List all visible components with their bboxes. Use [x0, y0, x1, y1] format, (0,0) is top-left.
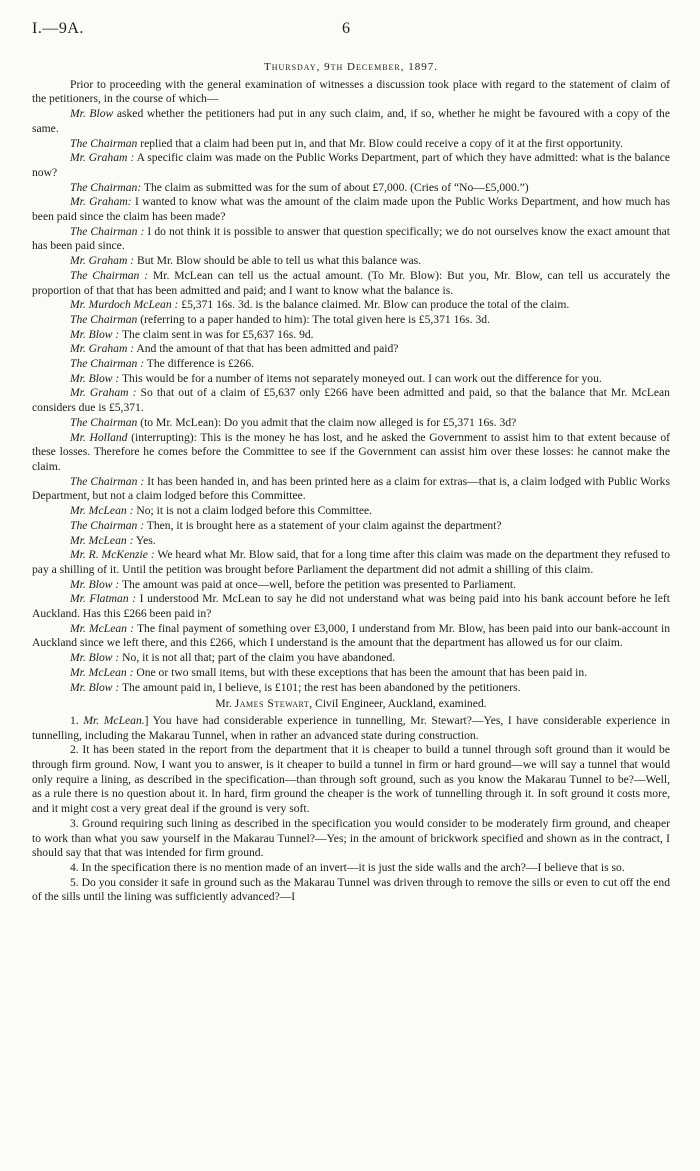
- discussion-paragraph: [32, 357, 670, 372]
- speaker-name: Mr. Blow :: [70, 327, 120, 341]
- speaker-name: The Chairman: [70, 312, 138, 326]
- discussion-paragraph: [32, 386, 670, 415]
- speaker-name: Mr. Graham :: [70, 254, 135, 268]
- speaker-name: Mr. Blow :: [70, 680, 120, 694]
- speaker-name: Mr. McLean :: [70, 665, 134, 679]
- speaker-name: Mr. Holland: [70, 430, 128, 444]
- question-answer: [32, 861, 670, 876]
- speaker-name: Mr. McLean :: [70, 504, 134, 518]
- discussion-paragraph: [32, 269, 670, 298]
- speaker-name: Mr. McLean :: [70, 621, 134, 635]
- question-answer: [32, 714, 670, 743]
- speaker-name: The Chairman :: [70, 224, 145, 238]
- speaker-name: Mr. Graham:: [70, 195, 132, 209]
- question-text: 2. It has been stated in the report from the department that it is cheaper to build a tunnel through soft ground than it would be through firm ground. Now, I want you to answer, is it cheaper to build a tunnel in firm or hard ground—we will say a tunnel that would only require a lining, as described in the specification—than through soft ground, such as you know the Makarau Tunnel to be?—Well, as a rule there is no question about it. In hard, firm ground the cheaper is the work of tunnelling through it. In soft ground it costs more, and it might cost a very great deal if the ground is very soft.: [32, 743, 670, 816]
- discussion-paragraph: [32, 372, 670, 387]
- discussion-paragraph: [32, 137, 670, 152]
- paragraph-text: asked whether the petitioners had put in any such claim, and, if so, whether he might be favoured with a copy of the same.: [32, 107, 670, 135]
- discussion-paragraph: [32, 416, 670, 431]
- discussion-paragraph: [32, 225, 670, 254]
- speaker-name: The Chairman: [70, 136, 138, 150]
- witness-prefix: Mr.: [215, 697, 235, 711]
- paragraph-text: A specific claim was made on the Public Works Department, part of which they have admitted: what is the balance now?: [32, 151, 671, 179]
- discussion-paragraph: [32, 431, 670, 475]
- speaker-name: Mr. Flatman :: [70, 592, 137, 606]
- date-heading: Thursday, 9th December, 1897.: [263, 61, 439, 73]
- paragraph-text: Then, it is brought here as a statement of your claim against the department?: [144, 518, 502, 532]
- discussion-paragraph: [32, 592, 670, 621]
- paragraph-text: But Mr. Blow should be able to tell us what this balance was.: [134, 254, 421, 268]
- question-text: 3. Ground requiring such lining as described in the specification you would consider to be moderately firm ground, and cheaper to work than what you saw yourself in the Makarau Tunnel?—Yes; in the amount of brickwork specified and shown as in the contract, I should say that that was intended for firm ground.: [32, 816, 670, 860]
- paragraph-text: I do not think it is possible to answer that question specifically; we do not ourselves know the exact amount that has been paid since.: [32, 224, 670, 253]
- paragraph-text: I wanted to know what was the amount of the claim made upon the Public Works Department, and how much has been paid since the claim has been made?: [32, 195, 670, 224]
- paragraph-text: The amount paid in, I believe, is £101; the rest has been abandoned by the petitioners.: [119, 680, 521, 694]
- question-text: 5. Do you consider it safe in ground such as the Makarau Tunnel was driven through to remove the sills or even to cut off the end of the sills until the lining was sufficiently advanced?—I: [32, 875, 670, 904]
- speaker-name: Mr. Graham :: [70, 151, 135, 165]
- discussion-paragraph: [32, 313, 670, 328]
- paragraph-text: £5,371 16s. 3d. is the balance claimed. Mr. Blow can produce the total of the claim.: [178, 298, 570, 312]
- speaker-name: Mr. McLean.: [83, 713, 145, 727]
- paragraph-text: And the amount of that that has been admitted and paid?: [134, 342, 399, 356]
- discussion-paragraph: [32, 666, 670, 681]
- discussion-paragraph: [32, 504, 670, 519]
- speaker-name: The Chairman :: [70, 357, 145, 371]
- discussion-paragraph: [32, 475, 670, 504]
- speaker-name: The Chairman :: [70, 268, 149, 282]
- paragraph-text: It has been handed in, and has been printed here as a claim for extras—that is, a claim lodged with Public Works Department, but not a claim lodged before this Committee.: [32, 474, 670, 503]
- paragraph-text: No, it is not all that; part of the claim you have abandoned.: [119, 651, 396, 665]
- question-answer: [32, 876, 670, 905]
- discussion-paragraph: [32, 651, 670, 666]
- discussion-paragraph: [32, 681, 670, 696]
- speaker-name: Mr. Graham :: [70, 342, 135, 356]
- speaker-name: Mr. Graham :: [70, 386, 137, 400]
- discussion-paragraph: [32, 195, 670, 224]
- discussion-paragraph: [32, 298, 670, 313]
- paragraph-text: (to Mr. McLean): Do you admit that the claim now alleged is for £5,371 16s. 3d?: [137, 415, 517, 429]
- discussion-paragraph: [32, 181, 670, 196]
- speaker-name: Mr. Blow :: [70, 651, 120, 665]
- examination-section: [32, 714, 670, 905]
- paragraph-text: One or two small items, but with these exceptions that has been the amount that has been paid in.: [133, 665, 588, 679]
- speaker-name: The Chairman :: [70, 474, 145, 488]
- page-reference: I.—9A.: [32, 20, 84, 37]
- discussion-paragraph: [32, 578, 670, 593]
- discussion-paragraph: [32, 78, 670, 107]
- question-answer: [32, 743, 670, 817]
- discussion-paragraph: [32, 342, 670, 357]
- question-number: 1.: [70, 713, 84, 727]
- paragraph-text: replied that a claim had been put in, and that Mr. Blow could receive a copy of it at the first opportunity.: [137, 136, 624, 150]
- question-text: ] You have had considerable experience in tunnelling, Mr. Stewart?—Yes, I have considerable experience in tunnelling, including the Makarau Tunnel, when in rather an advanced state during construction.: [32, 713, 671, 742]
- speaker-name: The Chairman:: [70, 180, 142, 194]
- paragraph-text: I understood Mr. McLean to say he did not understand what was being paid into his bank account before he left Auckland. Has this £266 been paid in?: [32, 592, 670, 621]
- speaker-name: The Chairman: [70, 415, 138, 429]
- discussion-section: [32, 78, 670, 696]
- paragraph-text: This would be for a number of items not separately moneyed out. I can work out the difference for you.: [119, 371, 602, 385]
- paragraph-text: So that out of a claim of £5,637 only £266 have been admitted and paid, so that the balance that Mr. McLean considers due is £5,371.: [32, 386, 670, 415]
- discussion-paragraph: [32, 151, 670, 180]
- paragraph-text: The amount was paid at once—well, before the petition was presented to Parliament.: [119, 577, 517, 591]
- paragraph-text: The final payment of something over £3,000, I understand from Mr. Blow, has been paid into our bank-account in Auckland since we left there, and this £266, which I understand is the amount that the department has allowed us for our claim.: [32, 621, 670, 650]
- speaker-name: Mr. McLean :: [70, 533, 134, 547]
- speaker-name: Mr. Murdoch McLean :: [70, 298, 179, 312]
- speaker-name: Mr. R. McKenzie :: [70, 548, 155, 562]
- discussion-paragraph: [32, 107, 670, 136]
- paragraph-text: No; it is not a claim lodged before this Committee.: [133, 504, 373, 518]
- paragraph-text: The claim sent in was for £5,637 16s. 9d.: [119, 327, 314, 341]
- question-answer: [32, 817, 670, 861]
- paragraph-text: We heard what Mr. Blow said, that for a long time after this claim was made on the department they refused to pay a shilling of it. Until the petition was brought before Parliament the department did not admit a shilling of this claim.: [32, 548, 670, 576]
- speaker-name: Mr. Blow :: [70, 577, 120, 591]
- paragraph-text: (referring to a paper handed to him): The total given here is £5,371 16s. 3d.: [137, 312, 490, 326]
- discussion-paragraph: [32, 534, 670, 549]
- paragraph-text: Mr. McLean can tell us the actual amount. (To Mr. Blow): But you, Mr. Blow, can tell us accurately the proportion of that that has been admitted and paid; and I want to know what the balance is.: [32, 268, 671, 297]
- speaker-name: Mr. Blow :: [70, 371, 120, 385]
- witness-description: , Civil Engineer, Auckland, examined.: [309, 697, 487, 711]
- question-text: 4. In the specification there is no mention made of an invert—it is just the side walls and the arch?—I believe that is so.: [70, 860, 625, 874]
- witness-name: James Stewart: [234, 697, 310, 711]
- discussion-paragraph: [32, 622, 670, 651]
- paragraph-text: Yes.: [133, 533, 156, 547]
- discussion-paragraph: [32, 519, 670, 534]
- paragraph-text: The difference is £266.: [144, 357, 255, 371]
- discussion-paragraph: [32, 328, 670, 343]
- page-header: [32, 22, 670, 60]
- page-number: 6: [342, 20, 350, 37]
- paragraph-text: (interrupting): This is the money he has lost, and he asked the Government to assist him to that extent because of these losses. Therefore he comes before the Committee to see if the Government can assist him over these losses: he cannot make the claim.: [32, 430, 670, 473]
- witness-heading: [32, 697, 670, 712]
- discussion-paragraph: [32, 548, 670, 577]
- paragraph-text: Prior to proceeding with the general examination of witnesses a discussion took place with regard to the statement of claim of the petitioners, in the course of which—: [32, 77, 670, 106]
- discussion-paragraph: [32, 254, 670, 269]
- paragraph-text: The claim as submitted was for the sum of about £7,000. (Cries of “No—£5,000.”): [141, 180, 529, 194]
- speaker-name: The Chairman :: [70, 518, 145, 532]
- speaker-name: Mr. Blow: [70, 107, 114, 121]
